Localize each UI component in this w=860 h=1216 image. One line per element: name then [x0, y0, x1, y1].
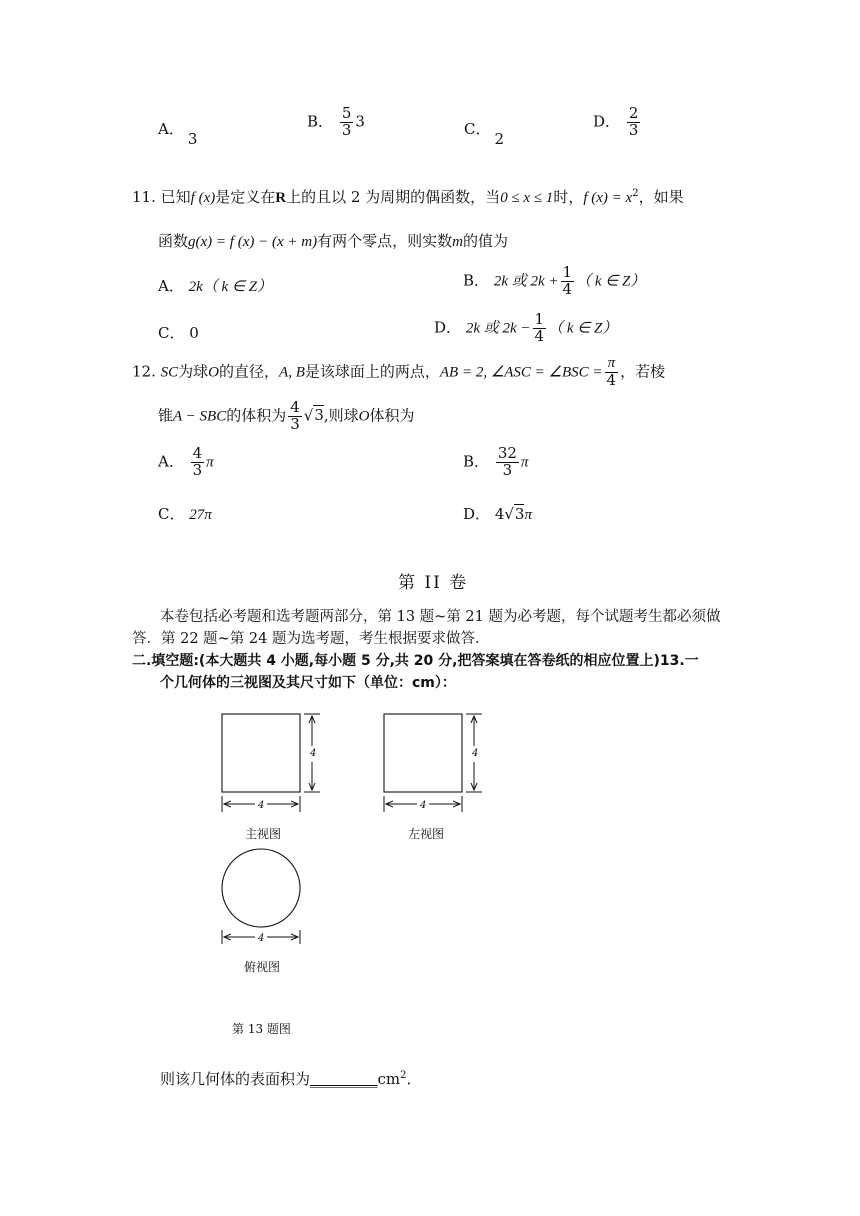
- section-intro-line1: 本卷包括必考题和选考题两部分，第 13 题~第 21 题为必考题，每个试题考生都必须做: [160, 609, 721, 625]
- q11-stem-line1: 11. 已知f (x)是定义在R上的且以 2 为周期的偶函数，当0 ≤ x ≤ 1时，f $(x) = x^2$，如果: [132, 188, 684, 206]
- top-width-dim: 4: [258, 933, 265, 944]
- q11-option-d: D． 2k 或 2k − $\frac{1}{4}$ （ k ∈ Z）: [434, 310, 618, 345]
- q13-stem: 个几何体的三视图及其尺寸如下（单位：cm）：: [160, 675, 456, 691]
- q10-option-b: B． $\frac{5}{3}$ 3: [307, 104, 365, 139]
- side-view-label: 左视图: [408, 827, 445, 841]
- top-view-label: 俯视图: [244, 960, 281, 974]
- q11-stem-line2: 函数g(x) = f (x) − (x + m)有两个零点，则实数m的值为: [158, 232, 508, 250]
- fill-in-heading: 二.填空题:(本大题共 4 小题,每小题 5 分,共 20 分,把答案填在答卷纸的相应位置上)13.一: [132, 653, 699, 669]
- side-view: [384, 714, 482, 812]
- side-height-dim: 4: [472, 748, 479, 759]
- q11-option-b: B． 2k 或 2k + $\frac{1}{4}$ （ k ∈ Z）: [463, 263, 646, 298]
- q10-option-c: C．2: [464, 120, 505, 148]
- figure-caption: 第 13 题图: [232, 1022, 291, 1036]
- front-height-dim: 4: [310, 748, 317, 759]
- q12-option-a: A． $\frac{4}{3}$ π: [158, 444, 214, 479]
- q12-option-c: C． 27π: [158, 505, 212, 523]
- q12-stem-line2: 锥A − SBC的体积为 $\frac{4}{3}$ √3,则球O体积为: [158, 398, 415, 433]
- front-width-dim: 4: [258, 800, 265, 811]
- q13-answer-line: 则该几何体的表面积为$\_\_\_\_\_\_\_\_\_cm^2$．: [160, 1070, 422, 1088]
- side-width-dim: 4: [420, 800, 427, 811]
- q12-stem-line1: 12. SC为球O的直径，A, B是该球面上的两点，AB = 2, ∠ASC = ∠BSC = $\frac{\pi}{4}$ ，若棱: [132, 355, 666, 389]
- q12-option-b: B． $\frac{32}{3}$ π: [463, 444, 529, 479]
- section-title: 第 II 卷: [398, 573, 469, 593]
- q11-option-c: C． 0: [158, 324, 199, 342]
- front-view: [222, 714, 320, 812]
- q10-option-d: D． $\frac{2}{3}$: [593, 104, 639, 139]
- front-view-label: 主视图: [245, 827, 282, 841]
- q10-option-a: A．3: [158, 120, 198, 148]
- top-view: [222, 849, 300, 944]
- section-intro-line2: 答．第 22 题~第 24 题为选考题，考生根据要求做答．: [132, 631, 490, 647]
- q12-option-d: D． 4√3π: [463, 505, 532, 523]
- q11-option-a: A． 2k（ k ∈ Z）: [158, 277, 273, 295]
